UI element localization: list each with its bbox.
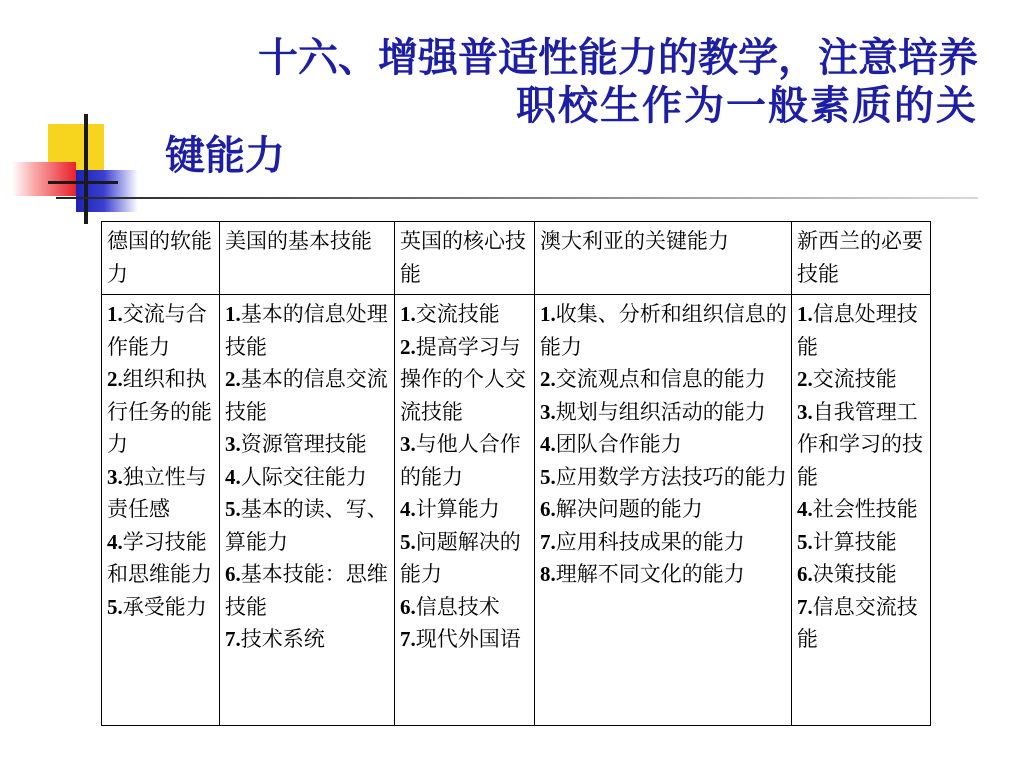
list-item xyxy=(225,461,390,494)
list-item xyxy=(400,331,530,429)
list-item-text: 解决问题的能力 xyxy=(555,497,703,521)
list-item-number: 2. xyxy=(107,367,123,391)
list-item-text: 独立性与责任感 xyxy=(107,464,207,521)
list-item-text: 信息处理技能 xyxy=(797,302,918,359)
title-underline-divider xyxy=(56,197,978,199)
list-item-text: 学习技能和思维能力 xyxy=(107,529,212,586)
list-item-text: 基本的信息交流技能 xyxy=(225,367,388,424)
list-item-text: 人际交往能力 xyxy=(240,464,367,489)
list-item-text: 计算技能 xyxy=(812,529,897,554)
list-item-text: 技术系统 xyxy=(240,627,325,651)
list-item-number: 6. xyxy=(225,562,241,586)
list-item xyxy=(225,558,390,623)
list-item-text: 基本的信息处理技能 xyxy=(225,302,388,359)
list-item xyxy=(540,461,787,494)
decor-vertical-line xyxy=(84,114,88,224)
list-item-number: 7. xyxy=(400,627,416,651)
list-item-number: 5. xyxy=(225,497,241,521)
list-item-number: 4. xyxy=(107,529,123,554)
list-item xyxy=(540,558,787,591)
cell-uk-list xyxy=(395,295,535,726)
list-item xyxy=(797,493,926,526)
list-item-number: 6. xyxy=(400,594,416,619)
list-item xyxy=(797,363,926,396)
cell-germany-list xyxy=(102,295,220,726)
list-item-number: 3. xyxy=(225,432,241,456)
cell-newzealand-list xyxy=(792,295,931,726)
list-item xyxy=(400,428,530,493)
list-item xyxy=(400,493,530,526)
list-item-number: 8. xyxy=(540,562,556,586)
list-item xyxy=(540,363,787,396)
list-item-number: 7. xyxy=(225,627,241,651)
list-item xyxy=(225,363,390,428)
list-item-number: 1. xyxy=(400,302,416,326)
decor-short-line xyxy=(48,181,118,184)
slide-title-line-3: 键能力 xyxy=(165,132,285,179)
header-usa: 美国的基本技能 xyxy=(220,222,395,295)
list-item-number: 5. xyxy=(400,529,416,554)
list-item-number: 3. xyxy=(400,432,416,456)
list-item-number: 6. xyxy=(797,562,813,586)
list-item-number: 7. xyxy=(540,529,556,554)
list-item-number: 3. xyxy=(107,464,123,489)
list-item-text: 提高学习与操作的个人交流技能 xyxy=(400,334,526,424)
list-item-number: 5. xyxy=(540,464,556,489)
list-item-text: 社会性技能 xyxy=(812,497,918,521)
list-item-text: 规划与组织活动的能力 xyxy=(555,399,766,424)
list-item xyxy=(107,591,215,624)
list-item-text: 计算能力 xyxy=(415,497,500,521)
list-item-number: 5. xyxy=(107,594,123,619)
list-item-text: 交流技能 xyxy=(415,302,500,326)
list-item-text: 自我管理工作和学习的技能 xyxy=(797,399,923,489)
header-germany: 德国的软能力 xyxy=(102,222,220,295)
list-item-text: 资源管理技能 xyxy=(240,432,367,456)
list-item xyxy=(225,623,390,656)
list-item-number: 4. xyxy=(400,497,416,521)
list-item xyxy=(797,396,926,494)
header-uk: 英国的核心技能 xyxy=(395,222,535,295)
list-item xyxy=(400,591,530,624)
list-item-text: 信息交流技能 xyxy=(797,594,918,651)
slide-title-line-1: 十六、增强普适性能力的教学，注意培养 xyxy=(258,34,978,81)
list-item-number: 4. xyxy=(540,432,556,456)
list-item-number: 2. xyxy=(540,367,556,391)
list-item xyxy=(107,461,215,526)
list-item xyxy=(400,298,530,331)
table-header-row xyxy=(102,222,931,295)
list-item-text: 应用科技成果的能力 xyxy=(555,529,745,554)
list-item xyxy=(225,493,390,558)
list-item-number: 6. xyxy=(540,497,556,521)
list-item-text: 问题解决的能力 xyxy=(400,529,521,586)
list-item-number: 1. xyxy=(225,302,241,326)
list-item-number: 2. xyxy=(225,367,241,391)
slide-title-line-2: 职校生作为一般素质的关 xyxy=(516,82,978,129)
list-item xyxy=(540,493,787,526)
list-item xyxy=(540,526,787,559)
list-item xyxy=(107,298,215,363)
list-item-number: 3. xyxy=(540,399,556,424)
list-item-text: 团队合作能力 xyxy=(555,432,682,456)
list-item-text: 基本的读、写、算能力 xyxy=(225,497,388,554)
list-item-number: 1. xyxy=(797,302,813,326)
list-item xyxy=(797,526,926,559)
list-item-number: 4. xyxy=(225,464,241,489)
list-item xyxy=(107,363,215,461)
list-item xyxy=(797,298,926,363)
list-item xyxy=(540,428,787,461)
list-item-text: 现代外国语 xyxy=(415,627,521,651)
list-item-text: 交流技能 xyxy=(812,367,897,391)
list-item-text: 组织和执行任务的能力 xyxy=(107,367,212,456)
list-item-number: 5. xyxy=(797,529,813,554)
list-item xyxy=(797,558,926,591)
header-newzealand: 新西兰的必要技能 xyxy=(792,222,931,295)
list-item-text: 收集、分析和组织信息的能力 xyxy=(540,302,787,359)
table-body-row xyxy=(102,295,931,726)
cell-australia-list xyxy=(535,295,792,726)
list-item-text: 信息技术 xyxy=(415,594,500,619)
list-item xyxy=(400,623,530,656)
list-item-number: 1. xyxy=(540,302,556,326)
list-item-text: 交流观点和信息的能力 xyxy=(555,367,766,391)
list-item-text: 理解不同文化的能力 xyxy=(555,562,745,586)
competency-comparison-table xyxy=(101,221,931,726)
list-item-text: 与他人合作的能力 xyxy=(400,432,521,489)
list-item xyxy=(400,526,530,591)
list-item-number: 4. xyxy=(797,497,813,521)
list-item-number: 2. xyxy=(797,367,813,391)
list-item xyxy=(225,298,390,363)
list-item-text: 承受能力 xyxy=(122,594,207,619)
list-item-text: 交流与合作能力 xyxy=(107,302,207,359)
list-item-number: 7. xyxy=(797,594,813,619)
list-item xyxy=(540,396,787,429)
list-item xyxy=(540,298,787,363)
list-item-text: 决策技能 xyxy=(812,562,897,586)
list-item-number: 2. xyxy=(400,334,416,359)
list-item-text: 基本技能：思维技能 xyxy=(225,562,388,619)
decor-red-block xyxy=(12,162,76,196)
list-item-text: 应用数学方法技巧的能力 xyxy=(555,464,787,489)
list-item-number: 1. xyxy=(107,302,123,326)
list-item-number: 3. xyxy=(797,399,813,424)
cell-usa-list xyxy=(220,295,395,726)
list-item xyxy=(225,428,390,461)
header-australia: 澳大利亚的关键能力 xyxy=(535,222,792,295)
list-item xyxy=(107,526,215,591)
list-item xyxy=(797,591,926,656)
